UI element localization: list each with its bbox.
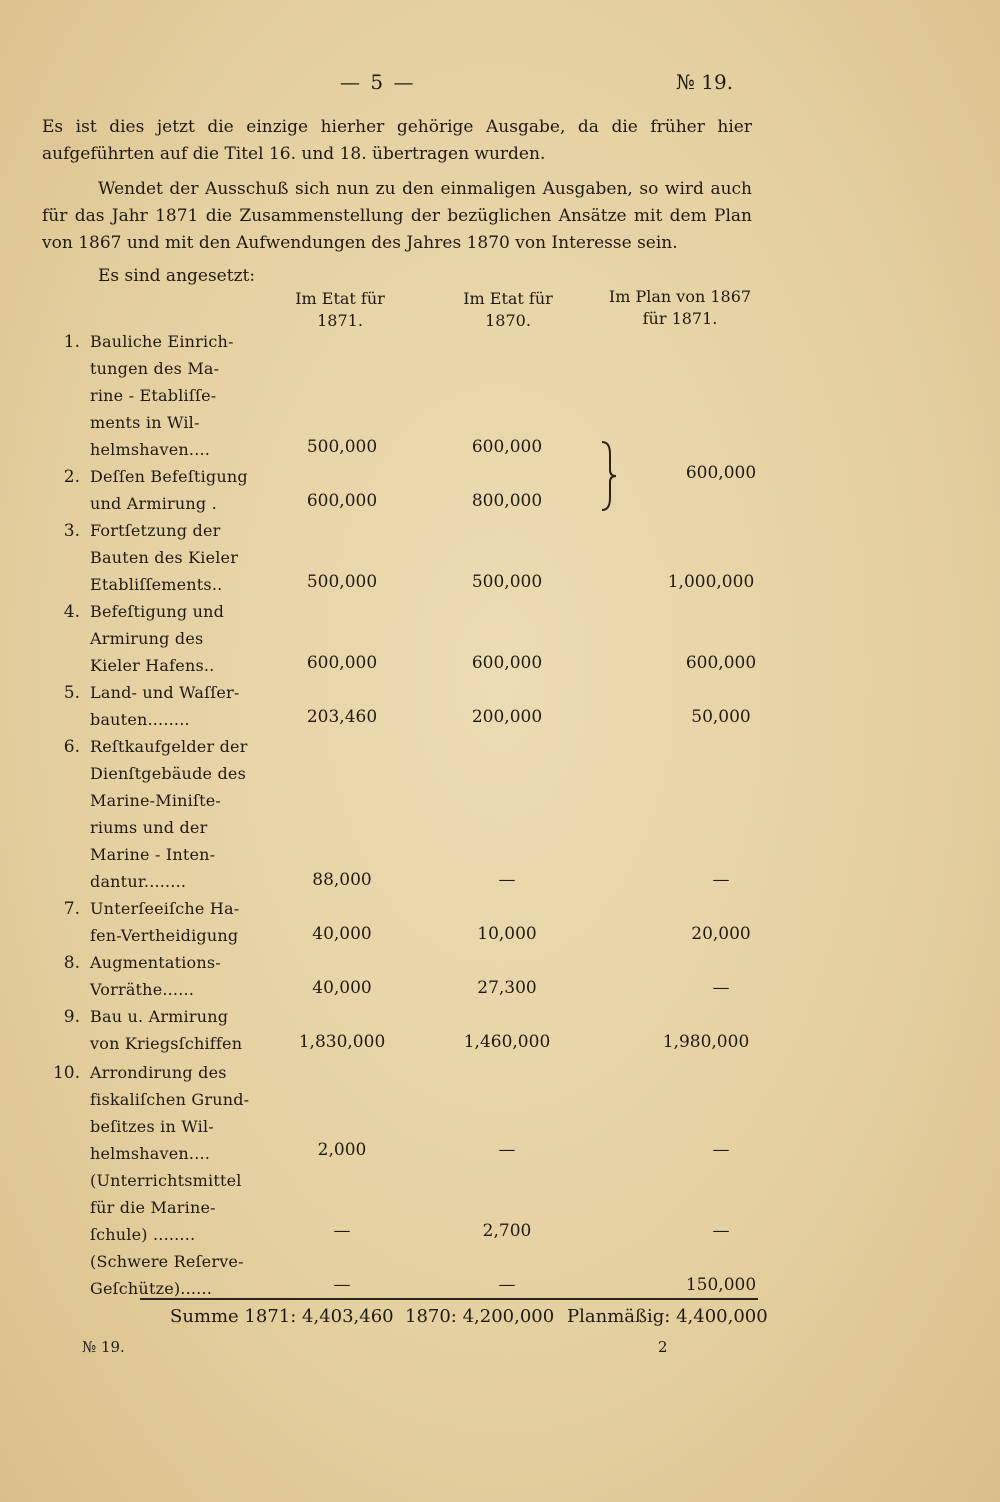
value-etat-1870: — <box>498 1140 516 1160</box>
value-plan-1867: 1,980,000 <box>662 1032 750 1052</box>
value-plan-1867: — <box>712 978 730 998</box>
item-label-line: riums und der <box>90 818 208 837</box>
sum-planmaessig: Planmäßig: 4,400,000 <box>567 1306 768 1327</box>
item-label-line: Dienſtgebäude des <box>90 764 246 783</box>
item-label-line: Augmentations- <box>90 953 221 972</box>
item-label-line: Arrondirung des <box>90 1063 227 1082</box>
value-plan-1867: — <box>712 1221 730 1241</box>
item-label-line: ments in Wil- <box>90 413 200 432</box>
column-header-plan-1867 <box>580 286 780 330</box>
value-etat-1870: 2,700 <box>482 1221 532 1241</box>
sum-1871: Summe 1871: 4,403,460 <box>170 1306 394 1327</box>
column-header-etat-1871 <box>260 288 420 332</box>
value-plan-1867: 1,000,000 <box>667 572 755 592</box>
item-label-line: Marine - Inten- <box>90 845 216 864</box>
value-etat-1870: 800,000 <box>471 491 543 511</box>
value-etat-1870: 200,000 <box>471 707 543 727</box>
item-label-line: Geſchütze)...... <box>90 1279 213 1298</box>
item-number: 8. <box>63 953 80 973</box>
sum-1870: 1870: 4,200,000 <box>405 1306 555 1327</box>
curly-brace-icon <box>598 440 618 512</box>
item-label-line: dantur........ <box>90 872 187 891</box>
value-etat-1871: 203,460 <box>306 707 378 727</box>
item-label-line: von Kriegsſchiffen <box>90 1034 243 1053</box>
item-number: 10. <box>52 1063 80 1083</box>
document-number: № 19. <box>676 70 734 94</box>
value-plan-1867: 50,000 <box>691 707 751 727</box>
value-plan-1867: — <box>712 870 730 890</box>
item-label-line: für die Marine- <box>90 1198 216 1217</box>
table-intro: Es sind angesetzt: <box>98 266 256 286</box>
item-label-line: rine - Etabliſſe- <box>90 386 217 405</box>
value-etat-1870: 1,460,000 <box>463 1032 551 1052</box>
item-label-line: helmshaven.... <box>90 1144 211 1163</box>
value-plan-1867: 150,000 <box>685 1275 757 1295</box>
value-etat-1870: 500,000 <box>471 572 543 592</box>
item-label-line: Etabliſſements.. <box>90 575 223 594</box>
item-label-line: Unterſeeiſche Ha- <box>90 899 240 918</box>
item-label-line: Deſſen Befeſtigung <box>90 467 248 486</box>
item-number: 4. <box>63 602 80 622</box>
paragraph-1: Es ist dies jetzt die einzige hierher gehörige Ausgabe, da die früher hier aufgeführten auf die Titel 16. und 18. übertragen wurden. <box>42 117 752 164</box>
value-etat-1871: 40,000 <box>312 924 372 944</box>
item-label-line: beſitzes in Wil- <box>90 1117 214 1136</box>
page-header <box>0 70 1000 100</box>
value-etat-1871: — <box>333 1275 351 1295</box>
item-label-line: Vorräthe...... <box>90 980 195 999</box>
value-etat-1871: 2,000 <box>317 1140 367 1160</box>
item-label-line: Land- und Waſſer- <box>90 683 240 702</box>
item-label-line: Armirung des <box>90 629 204 648</box>
column-header-line: Im Etat für <box>295 289 385 308</box>
value-etat-1871: 40,000 <box>312 978 372 998</box>
item-label-line: fen-Vertheidigung <box>90 926 239 945</box>
column-header-etat-1870 <box>428 288 588 332</box>
value-etat-1870: — <box>498 870 516 890</box>
value-plan-1867: 20,000 <box>691 924 751 944</box>
value-plan-1867: — <box>712 1140 730 1160</box>
item-label-line: Fortſetzung der <box>90 521 221 540</box>
item-label-line: ſchule) ........ <box>90 1225 196 1244</box>
item-label-line: Bauliche Einrich- <box>90 332 234 351</box>
item-label-line: Reſtkaufgelder der <box>90 737 248 756</box>
value-etat-1870: 600,000 <box>471 437 543 457</box>
value-etat-1871: 600,000 <box>306 491 378 511</box>
value-etat-1870: — <box>498 1275 516 1295</box>
item-label-line: helmshaven.... <box>90 440 211 459</box>
item-number: 6. <box>63 737 80 757</box>
item-label-line: (Unterrichtsmittel <box>90 1171 242 1190</box>
column-header-line: für 1871. <box>642 309 718 328</box>
item-label-line: Kieler Hafens.. <box>90 656 215 675</box>
value-etat-1870: 600,000 <box>471 653 543 673</box>
page-number: — 5 — <box>340 70 416 94</box>
sum-divider <box>140 1298 758 1300</box>
item-number: 1. <box>63 332 80 352</box>
item-label-line: und Armirung . <box>90 494 217 513</box>
value-etat-1871: 500,000 <box>306 572 378 592</box>
item-label-line: Marine-Miniſte- <box>90 791 222 810</box>
item-number: 3. <box>63 521 80 541</box>
item-label-line: Bau u. Armirung <box>90 1007 229 1026</box>
item-label-line: Befeſtigung und <box>90 602 225 621</box>
value-plan-1867: 600,000 <box>685 463 757 483</box>
value-plan-1867: 600,000 <box>685 653 757 673</box>
item-label-line: Bauten des Kieler <box>90 548 239 567</box>
item-number: 5. <box>63 683 80 703</box>
value-etat-1870: 27,300 <box>477 978 537 998</box>
item-label-line: tungen des Ma- <box>90 359 220 378</box>
item-label-line: fiskaliſchen Grund- <box>90 1090 250 1109</box>
item-number: 7. <box>63 899 80 919</box>
value-etat-1871: 88,000 <box>312 870 372 890</box>
item-number: 2. <box>63 467 80 487</box>
paragraph-2: Wendet der Ausschuß sich nun zu den einmaligen Ausgaben, so wird auch für das Jahr 1871 die Zusammenstellung der bezüglichen Ansätze mit dem Plan von 1867 und mit den Aufwendungen des Jahres 1870 von Interesse sein. <box>42 179 752 253</box>
item-number: 9. <box>63 1007 80 1027</box>
item-label-line: bauten........ <box>90 710 190 729</box>
column-header-line: Im Etat für <box>463 289 553 308</box>
column-header-line: 1870. <box>485 311 531 330</box>
value-etat-1871: 500,000 <box>306 437 378 457</box>
value-etat-1871: 1,830,000 <box>298 1032 386 1052</box>
value-etat-1871: — <box>333 1221 351 1241</box>
footer-signature-mark: 2 <box>658 1338 668 1356</box>
value-etat-1871: 600,000 <box>306 653 378 673</box>
item-label-line: (Schwere Reſerve- <box>90 1252 244 1271</box>
value-etat-1870: 10,000 <box>477 924 537 944</box>
column-header-line: Im Plan von 1867 <box>608 287 752 306</box>
footer-document-number: № 19. <box>82 1338 125 1356</box>
column-header-line: 1871. <box>317 311 363 330</box>
